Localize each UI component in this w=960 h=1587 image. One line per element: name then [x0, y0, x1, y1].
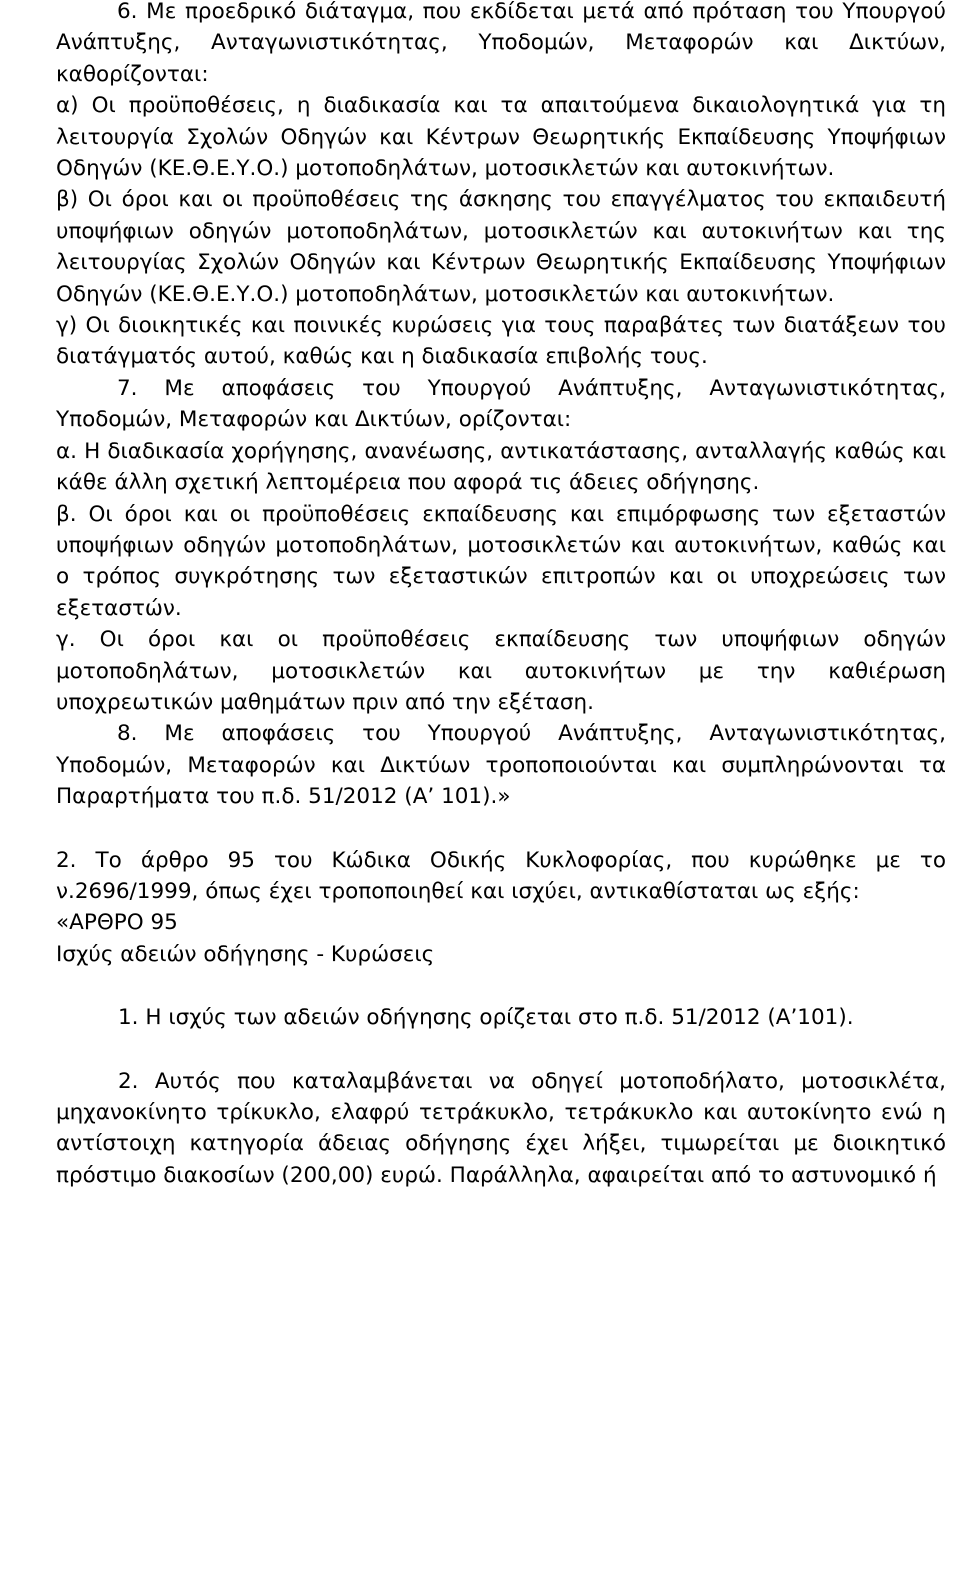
paragraph-6-c: γ) Οι διοικητικές και ποινικές κυρώσεις για τους παραβάτες των διατάξεων του διατάγματός αυτού, καθώς και η διαδικασία επιβολής τους. [56, 313, 946, 370]
paragraph-7-a: α. Η διαδικασία χορήγησης, ανανέωσης, αντικατάστασης, ανταλλαγής καθώς και κάθε άλλη σχετική λεπτομέρεια που αφορά τις άδειες οδήγησης. [56, 438, 946, 496]
amendment-paragraph-2: 2. Το άρθρο 95 του Κώδικα Οδικής Κυκλοφορίας, που κυρώθηκε με το ν.2696/1999, όπως έχει τροποποιηθεί και ισχύει, αντικαθίσταται ως εξής: [56, 847, 946, 904]
paragraph-6-a: α) Οι προϋποθέσεις, η διαδικασία και τα απαιτούμενα δικαιολογητικά για τη λειτουργία Σχολών Οδηγών και Κέντρων Θεωρητικής Εκπαίδευσης Υποψήφιων Οδηγών (ΚΕ.Θ.Ε.Υ.Ο.) μοτοποδηλάτων, μοτοσικλετών και αυτοκινήτων. [56, 93, 946, 182]
paragraph-7-b: β. Οι όροι και οι προϋποθέσεις εκπαίδευσης και επιμόρφωσης των εξεταστών υποψήφιων οδηγών μοτοποδηλάτων, μοτοσικλετών και αυτοκινήτων, καθώς και ο τρόπος συγκρότησης των εξεταστικών επιτροπών και οι υποχρεώσεις των εξεταστών. [56, 501, 946, 621]
paragraph-6-b: β) Οι όροι και οι προϋποθέσεις της άσκησης του επαγγέλματος του εκπαιδευτή υποψήφιων οδηγών μοτοποδηλάτων, μοτοσικλετών και αυτοκινήτων και της λειτουργίας Σχολών Οδηγών και Κέντρων Θεωρητικής Εκπαίδευσης Υποψήφιων Οδηγών (ΚΕ.Θ.Ε.Υ.Ο.) μοτοποδηλάτων, μοτοσικλετών και αυτοκινήτων. [56, 187, 946, 307]
article-item-2: 2. Αυτός που καταλαμβάνεται να οδηγεί μοτοποδήλατο, μοτοσικλέτα, μηχανοκίνητο τρίκυκλο, ελαφρύ τετράκυκλο, τετράκυκλο και αυτοκίνητο ενώ η αντίστοιχη κατηγορία άδειας οδήγησης έχει λήξει, τιμωρείται με διοικητικό πρόστιμο διακοσίων (200,00) ευρώ. Παράλληλα, αφαιρείται από το αστυνομικό ή [56, 1068, 946, 1188]
article-subtitle: Ισχύς αδειών οδήγησης - Κυρώσεις [56, 941, 435, 967]
paragraph-8: 8. Με αποφάσεις του Υπουργού Ανάπτυξης, Ανταγωνιστικότητας, Υποδομών, Μεταφορών και Δικτύων τροποποιούνται και συμπληρώνονται τα Παραρτήματα του π.δ. 51/2012 (Α’ 101).» [56, 721, 946, 810]
article-item-1: 1. Η ισχύς των αδειών οδήγησης ορίζεται στο π.δ. 51/2012 (Α’101). [118, 1005, 854, 1031]
paragraph-7-c: γ. Οι όροι και οι προϋποθέσεις εκπαίδευσης των υποψήφιων οδηγών μοτοποδηλάτων, μοτοσικλετών και αυτοκινήτων με την καθιέρωση υποχρεωτικών μαθημάτων πριν από την εξέταση. [56, 627, 946, 715]
paragraph-6: 6. Με προεδρικό διάταγμα, που εκδίδεται μετά από πρόταση του Υπουργού Ανάπτυξης, Ανταγωνιστικότητας, Υποδομών, Μεταφορών και Δικτύων, καθορίζονται: [56, 0, 946, 87]
article-title: «ΑΡΘΡΟ 95 [56, 910, 178, 936]
paragraph-7: 7. Με αποφάσεις του Υπουργού Ανάπτυξης, Ανταγωνιστικότητας, Υποδομών, Μεταφορών και Δικτύων, ορίζονται: [56, 375, 946, 433]
